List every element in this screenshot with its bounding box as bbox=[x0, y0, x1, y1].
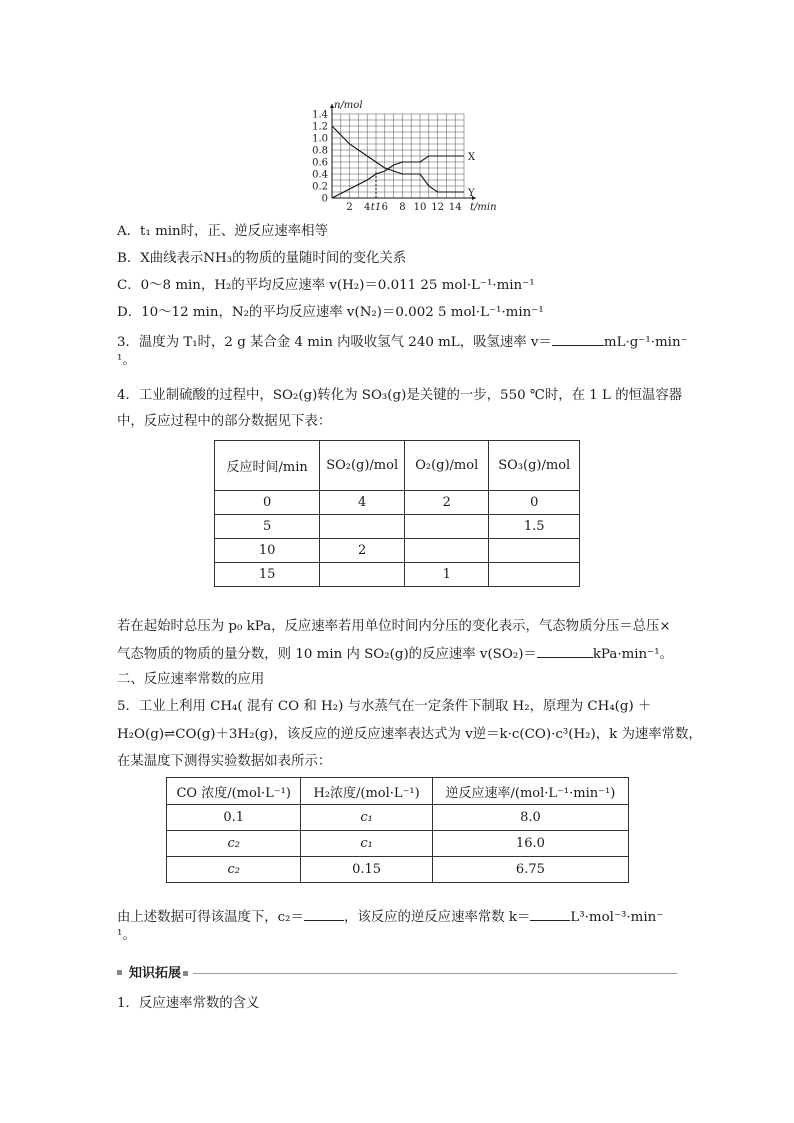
series-label: Y bbox=[468, 188, 475, 199]
y-tick-label: 1.4 bbox=[312, 109, 328, 121]
table-row bbox=[215, 539, 580, 563]
table-row bbox=[167, 831, 629, 857]
table-cell bbox=[405, 539, 489, 563]
knowledge-item-1: 1．反应速率常数的含义 bbox=[117, 996, 260, 1011]
table-cell bbox=[320, 563, 405, 587]
table-header: O₂(g)/mol bbox=[405, 441, 489, 491]
q5-after1-mid: ，该反应的逆反应速率常数 k＝ bbox=[343, 910, 531, 925]
table-header: CO 浓度/(mol·L⁻¹) bbox=[167, 778, 301, 805]
y-tick-label: 0 bbox=[321, 193, 328, 205]
q4-after1: 若在起始时总压为 p₀ kPa，反应速率若用单位时间内分压的变化表示，气态物质分压＝总压× bbox=[117, 619, 671, 634]
mol-time-chart bbox=[300, 95, 500, 215]
table-cell: 16.0 bbox=[432, 831, 628, 857]
table-cell: 15 bbox=[215, 563, 320, 587]
section-heading: 二、反应速率常数的应用 bbox=[117, 672, 265, 687]
q4-after2-text: 气态物质的物质的量分数，则 10 min 内 SO₂(g)的反应速率 v(SO₂)＝ bbox=[117, 647, 537, 662]
q3-text: 3．温度为 T₁时，2 g 某合金 4 min 内吸收氢气 240 mL，吸氢速率 v＝ bbox=[117, 335, 552, 350]
x-axis-label: t/min bbox=[470, 202, 497, 213]
table-row bbox=[167, 805, 629, 831]
table-row bbox=[215, 491, 580, 515]
table-header: H₂浓度/(mol·L⁻¹) bbox=[301, 778, 432, 805]
table-header: 逆反应速率/(mol·L⁻¹·min⁻¹) bbox=[432, 778, 628, 805]
table-cell: c₂ bbox=[167, 831, 301, 857]
table-cell: 0 bbox=[215, 491, 320, 515]
q5-after1-unit: L³·mol⁻³·min⁻ bbox=[570, 910, 664, 925]
y-tick-label: 0.2 bbox=[312, 181, 328, 193]
q3-unit: mL·g⁻¹·min⁻ bbox=[603, 335, 688, 350]
c2-answer-blank[interactable] bbox=[304, 906, 344, 921]
co-h2-rate-table bbox=[166, 777, 629, 883]
table-cell: 10 bbox=[215, 539, 320, 563]
table-cell: c₁ bbox=[301, 831, 432, 857]
table-header: 反应时间/min bbox=[215, 441, 320, 491]
table-row bbox=[167, 857, 629, 883]
table-cell: 5 bbox=[215, 515, 320, 539]
table-cell: 1.5 bbox=[489, 515, 580, 539]
option-a: A．t₁ min时，正、逆反应速率相等 bbox=[117, 224, 328, 239]
x-tick-label: 6 bbox=[381, 202, 388, 213]
q4-after2-unit: kPa·min⁻¹。 bbox=[592, 647, 674, 662]
y-axis-label: n/mol bbox=[334, 100, 363, 111]
table-cell bbox=[489, 539, 580, 563]
table-cell: 6.75 bbox=[432, 857, 628, 883]
q3-answer-blank[interactable] bbox=[552, 331, 604, 346]
table-header: SO₂(g)/mol bbox=[320, 441, 405, 491]
square-bullet-icon bbox=[183, 971, 188, 976]
table-cell: c₁ bbox=[301, 805, 432, 831]
q3-tail: ¹。 bbox=[117, 353, 136, 368]
option-d: D．10～12 min，N₂的平均反应速率 v(N₂)＝0.002 5 mol·L⁻¹·min⁻¹ bbox=[117, 305, 544, 320]
x-tick-label: 12 bbox=[431, 202, 444, 213]
table-cell: c₂ bbox=[167, 857, 301, 883]
x-tick-label: 8 bbox=[399, 202, 406, 213]
series-label: X bbox=[468, 152, 476, 163]
table-cell bbox=[320, 515, 405, 539]
q4-after2 bbox=[117, 643, 673, 665]
q5-after1-text: 由上述数据可得该温度下，c₂＝ bbox=[117, 910, 304, 925]
q4-line1: 4．工业制硫酸的过程中，SO₂(g)转化为 SO₃(g)是关键的一步，550 ℃时，在 1 L 的恒温容器 bbox=[117, 388, 683, 403]
x-tick-label: 4 bbox=[364, 202, 371, 213]
x-tick-label: t1 bbox=[370, 202, 382, 213]
chart-axes bbox=[330, 104, 476, 200]
table-cell: 8.0 bbox=[432, 805, 628, 831]
knowledge-header bbox=[117, 962, 677, 982]
option-b: B．X曲线表示NH₃的物质的量随时间的变化关系 bbox=[117, 251, 407, 266]
divider bbox=[193, 973, 677, 974]
option-c: C．0～8 min，H₂的平均反应速率 v(H₂)＝0.011 25 mol·L⁻¹·min⁻¹ bbox=[117, 278, 535, 293]
table-cell: 0.1 bbox=[167, 805, 301, 831]
q5-line1: 5．工业上利用 CH₄( 混有 CO 和 H₂) 与水蒸气在一定条件下制取 H₂，原理为 CH₄(g) ＋ bbox=[117, 699, 652, 714]
table-cell: 2 bbox=[405, 491, 489, 515]
q4-answer-blank[interactable] bbox=[537, 643, 593, 658]
k-answer-blank[interactable] bbox=[530, 906, 570, 921]
q4-line2: 中，反应过程中的部分数据见下表： bbox=[117, 414, 332, 429]
q5-after2: ¹。 bbox=[117, 928, 136, 943]
table-cell bbox=[489, 563, 580, 587]
question-3 bbox=[117, 331, 688, 353]
table-cell bbox=[405, 515, 489, 539]
table-cell: 0 bbox=[489, 491, 580, 515]
y-tick-label: 1.2 bbox=[312, 121, 328, 133]
table-cell: 2 bbox=[320, 539, 405, 563]
y-tick-label: 0.6 bbox=[312, 157, 328, 169]
knowledge-header-label: 知识拓展 bbox=[129, 966, 182, 981]
table-row bbox=[215, 563, 580, 587]
y-tick-label: 1.0 bbox=[312, 133, 328, 145]
x-tick-label: 10 bbox=[413, 202, 427, 213]
table-cell: 4 bbox=[320, 491, 405, 515]
q5-after1 bbox=[117, 906, 663, 928]
square-bullet-icon bbox=[117, 970, 122, 975]
table-cell: 0.15 bbox=[301, 857, 432, 883]
series-line bbox=[332, 126, 464, 192]
y-tick-label: 0.8 bbox=[312, 145, 328, 157]
q5-line2: H₂O(g)⇌CO(g)＋3H₂(g)，该反应的逆反应速率表达式为 v逆＝k·c(CO)·c³(H₂)，k 为速率常数， bbox=[117, 727, 702, 742]
table-header: SO₃(g)/mol bbox=[489, 441, 580, 491]
q5-line3: 在某温度下测得实验数据如表所示： bbox=[117, 754, 332, 769]
y-tick-label: 0.4 bbox=[312, 169, 328, 181]
x-tick-label: 2 bbox=[346, 202, 353, 213]
table-cell: 1 bbox=[405, 563, 489, 587]
x-tick-label: 14 bbox=[448, 202, 462, 213]
table-row bbox=[215, 515, 580, 539]
so2-reaction-table bbox=[214, 440, 580, 587]
chart-labels bbox=[312, 100, 496, 213]
